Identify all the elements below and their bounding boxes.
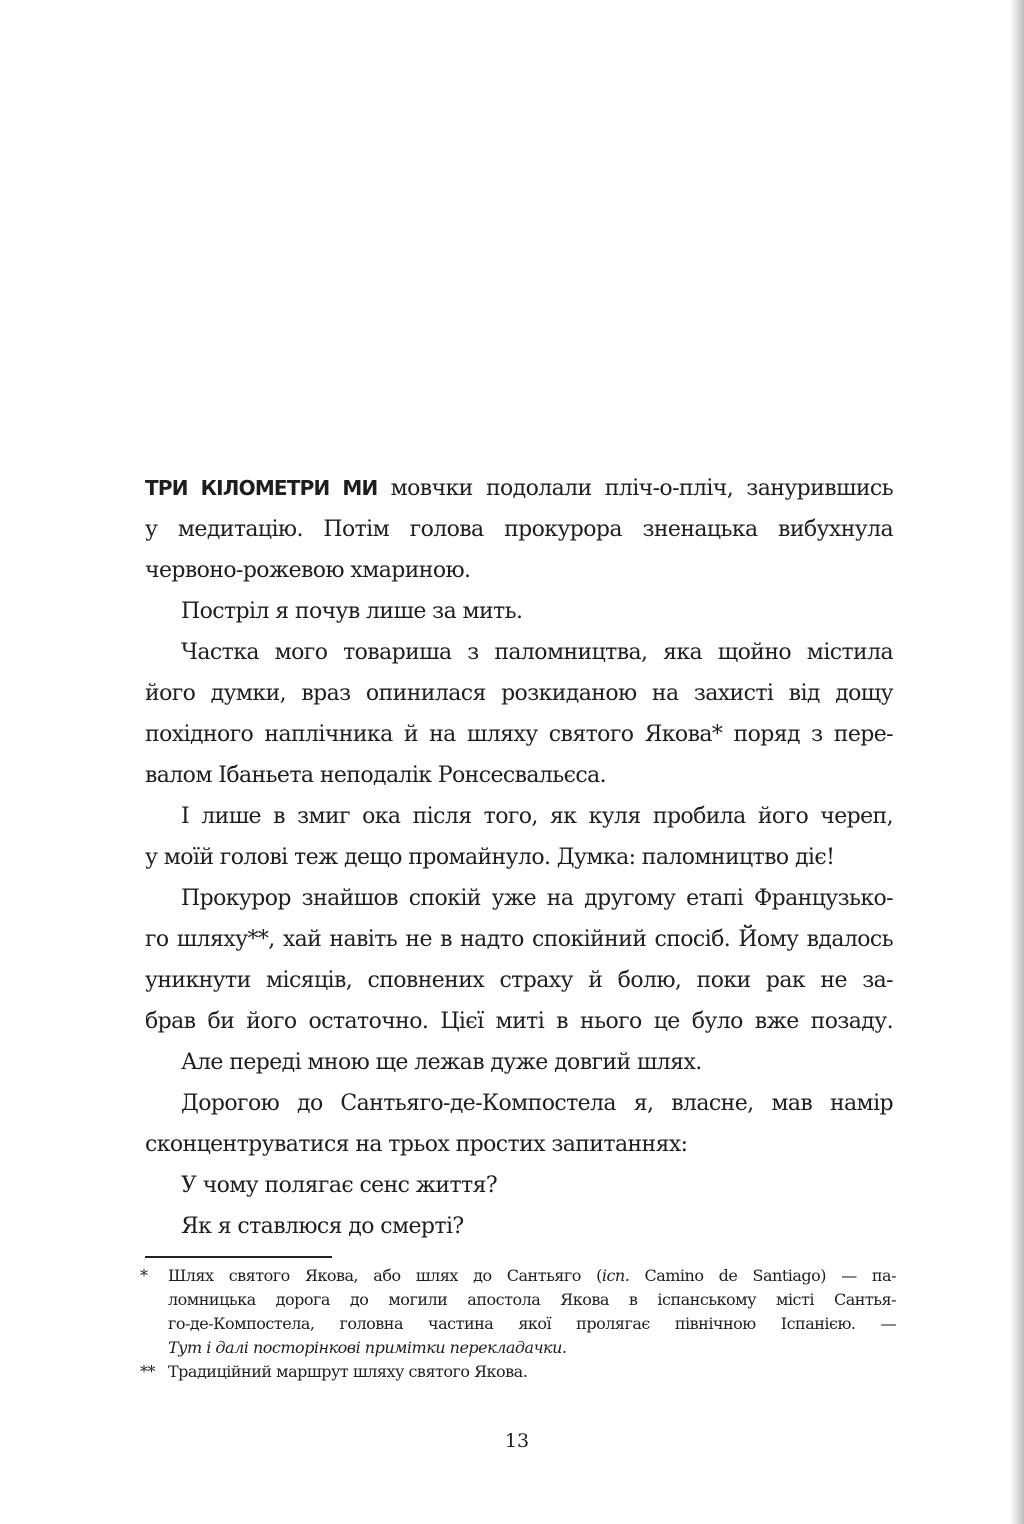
text-line: Постріл я почув лише за мить. xyxy=(181,599,523,624)
text-line: уникнути місяців, сповнених страху й болю, поки рак не за- xyxy=(145,968,893,993)
text-span: Camino de Santiago) — па- xyxy=(629,1266,897,1285)
text-line: У чому полягає сенс життя? xyxy=(181,1173,498,1198)
text-span: Традиційний маршрут шляху святого Якова. xyxy=(168,1362,528,1381)
text-line: Дорогою до Сантьяго-де-Компостела я, власне, мав намір xyxy=(181,1091,893,1116)
text-line: сконцентруватися на трьох простих запитаннях: xyxy=(145,1132,688,1157)
text-line: І лише в змиг ока після того, як куля пробила його череп, xyxy=(181,804,893,829)
footnote-line xyxy=(140,1264,896,1288)
lead-caps: ТРИ КІЛОМЕТРИ МИ xyxy=(145,476,378,500)
footnote-marker: * xyxy=(140,1266,148,1285)
text-span: ісп. xyxy=(601,1266,630,1285)
page-edge-shadow xyxy=(1010,0,1024,1524)
text-line: Але переді мною ще лежав дуже довгий шлях. xyxy=(181,1050,702,1075)
text-span: мовчки подолали пліч-о-пліч, занурившись xyxy=(377,476,893,501)
footnotes xyxy=(140,1264,896,1384)
text-line: у медитацію. Потім голова прокурора зненацька вибухнула xyxy=(145,517,893,542)
text-line: брав би його остаточно. Цієї миті в нього це було вже позаду. xyxy=(145,1009,893,1034)
text-line xyxy=(145,468,893,509)
footnote-line xyxy=(140,1360,896,1384)
footnote-marker: ** xyxy=(140,1362,155,1381)
text-line: Частка мого товариша з паломництва, яка щойно містила xyxy=(181,640,893,665)
text-line: Прокурор знайшов спокій уже на другому етапі Французько- xyxy=(181,886,893,911)
text-line: Як я ставлюся до смерті? xyxy=(181,1214,464,1239)
text-line: го шляху**, хай навіть не в надто спокійний спосіб. Йому вдалось xyxy=(145,927,893,952)
footnote-line: Тут і далі посторінкові примітки перекладачки. xyxy=(168,1338,567,1357)
footnote-divider xyxy=(145,1256,332,1258)
footnote-line: ломницька дорога до могили апостола Якова в іспанському місті Сантья- xyxy=(168,1290,896,1309)
page-number: 13 xyxy=(504,1430,530,1452)
footnote-line: го-де-Компостела, головна частина якої пролягає північною Іспанією. — xyxy=(168,1314,896,1333)
text-line: червоно-рожевою хмариною. xyxy=(145,558,471,583)
text-line: його думки, враз опинилася розкиданою на захисті від дощу xyxy=(145,681,893,706)
text-line: валом Ібаньета неподалік Ронсесвальєса. xyxy=(145,763,607,788)
text-span: Шлях святого Якова, або шлях до Сантьяго ( xyxy=(168,1266,602,1285)
main-text xyxy=(145,468,893,1247)
text-line: похідного наплічника й на шляху святого Якова* поряд з пере- xyxy=(145,722,893,747)
text-line: у моїй голові теж дещо промайнуло. Думка: паломництво діє! xyxy=(145,845,835,870)
